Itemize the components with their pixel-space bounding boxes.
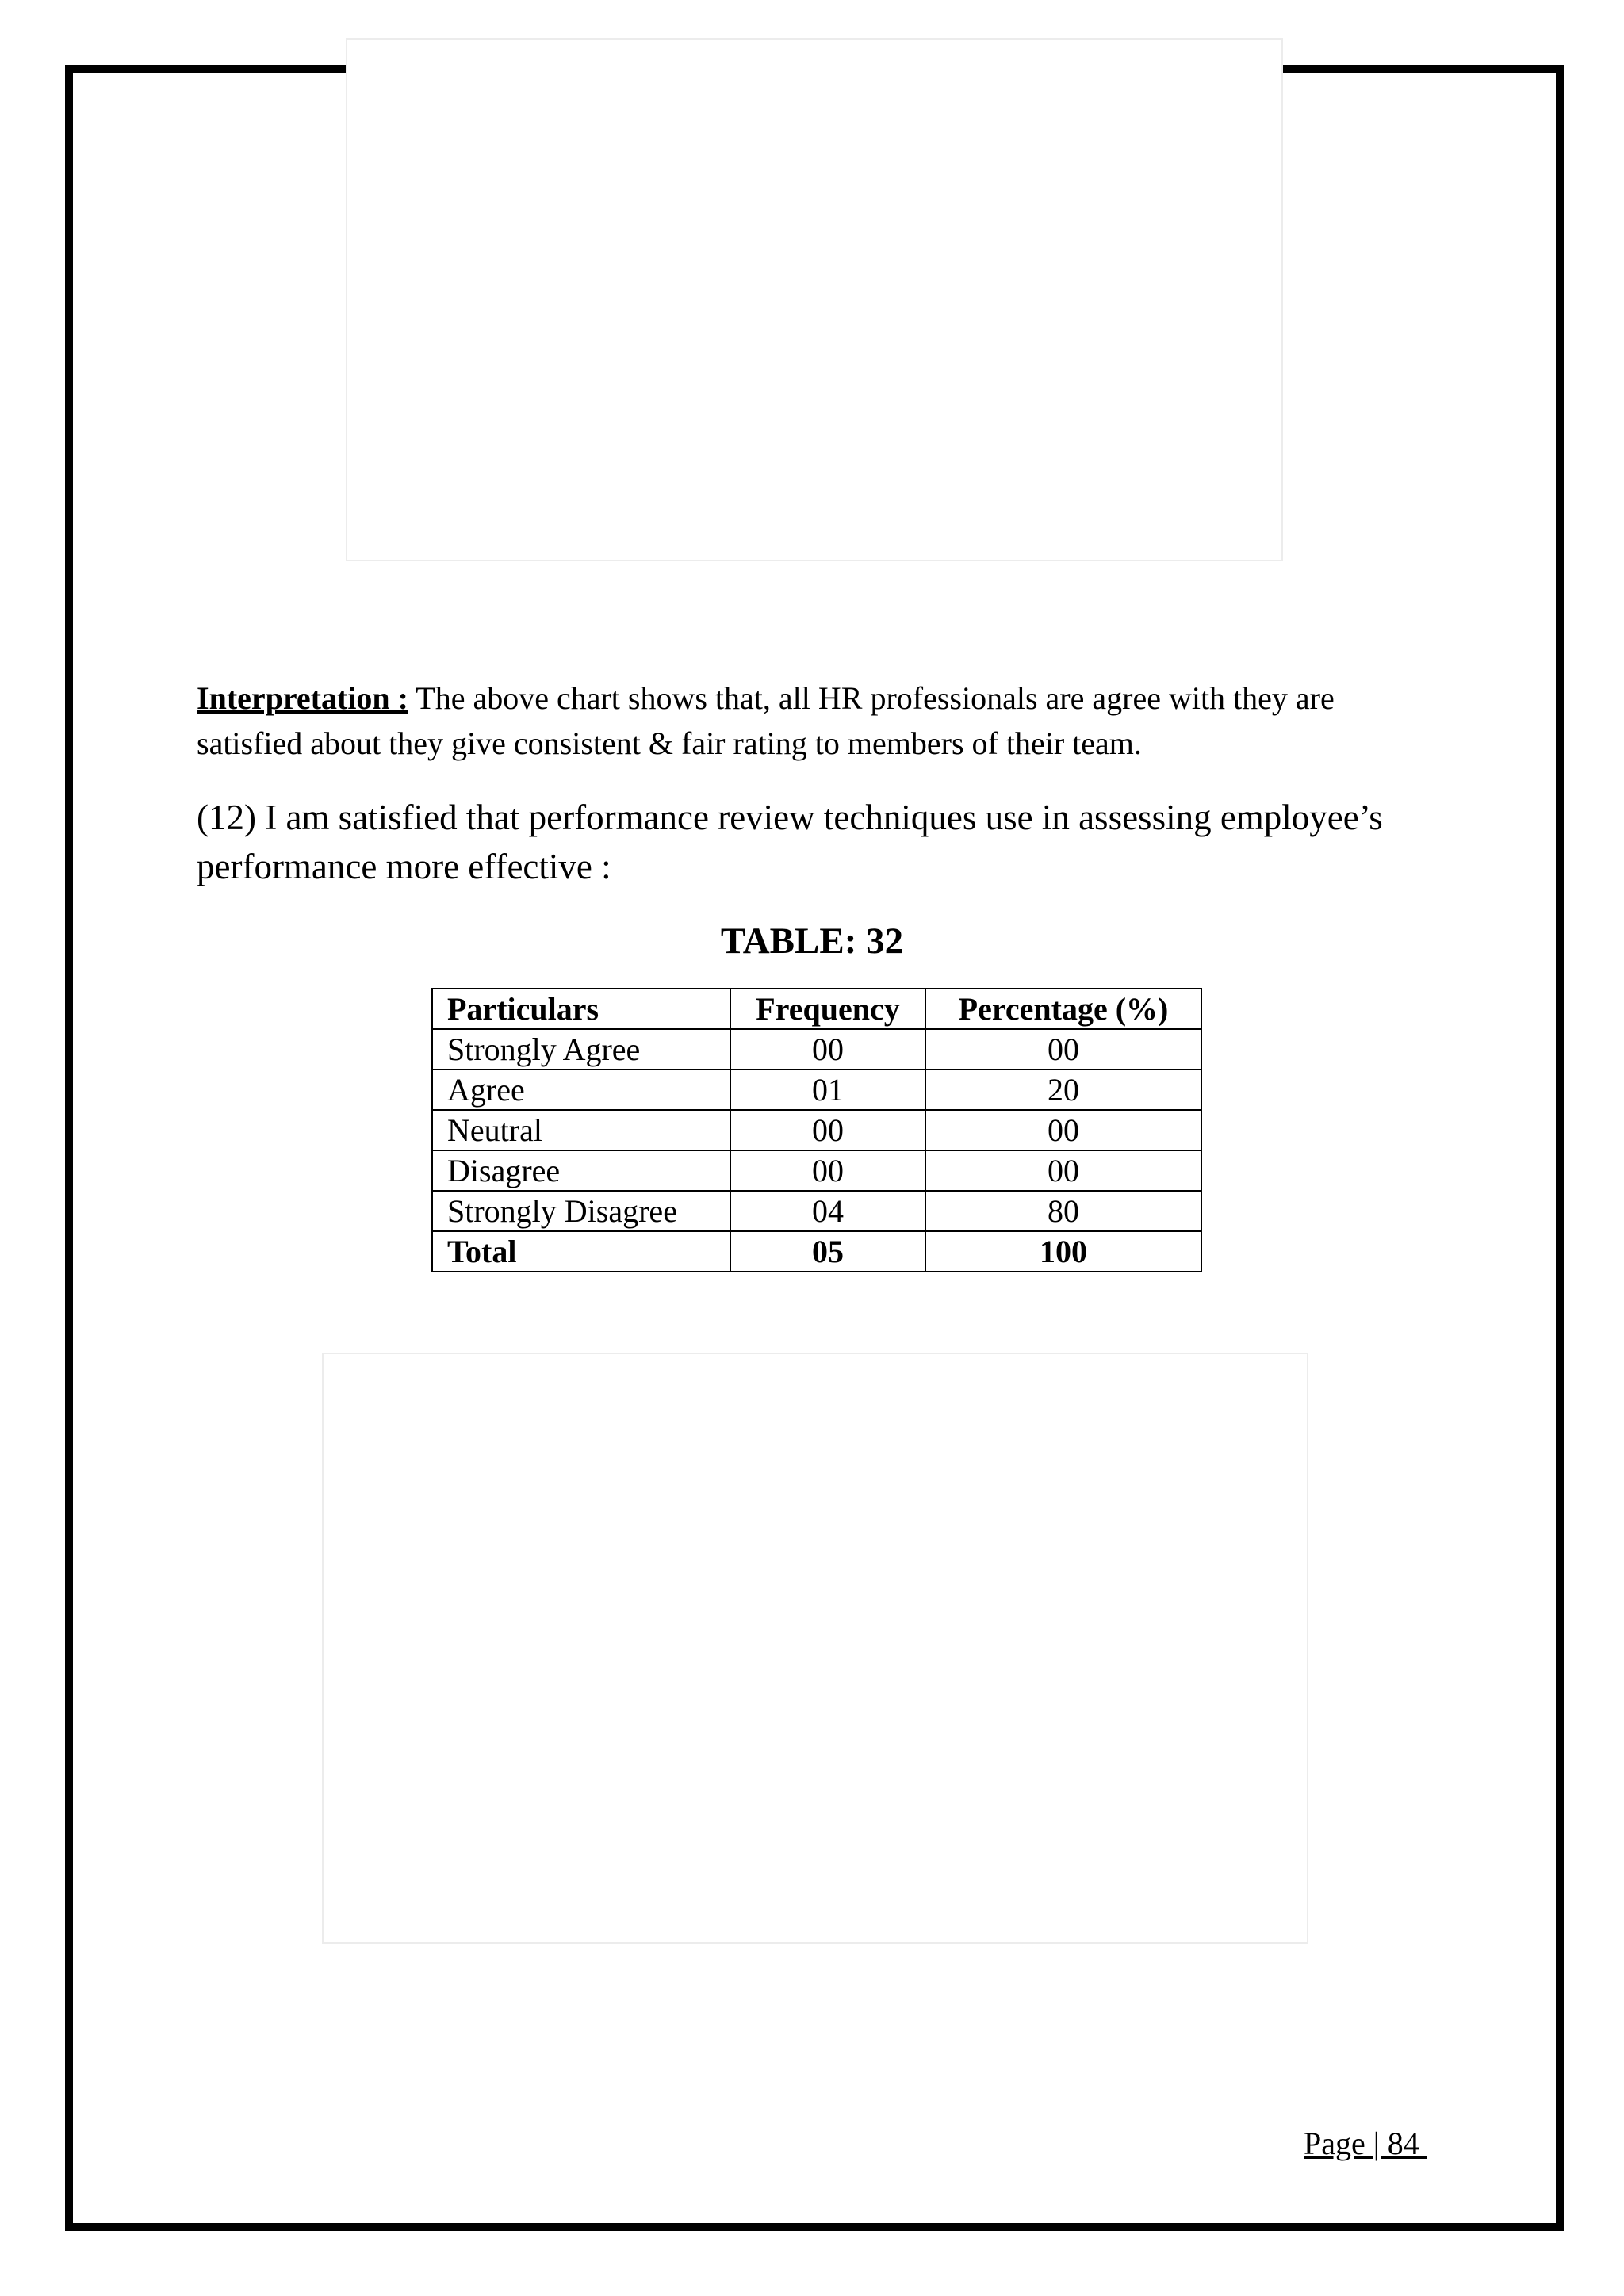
- cell-frequency: 01: [730, 1070, 925, 1110]
- interpretation-label: Interpretation :: [197, 680, 408, 716]
- cell-percentage: 80: [925, 1191, 1201, 1231]
- cell-total-percentage: 100: [925, 1231, 1201, 1272]
- cell-particular: Neutral: [432, 1110, 730, 1150]
- table-title: TABLE: 32: [720, 920, 904, 962]
- cell-particular: Disagree: [432, 1150, 730, 1191]
- cell-frequency: 00: [730, 1110, 925, 1150]
- table-row: [432, 1070, 1201, 1110]
- cell-frequency: 00: [730, 1150, 925, 1191]
- cell-particular: Agree: [432, 1070, 730, 1110]
- cell-frequency: 00: [730, 1029, 925, 1070]
- header-particulars: Particulars: [432, 989, 730, 1029]
- cell-percentage: 00: [925, 1150, 1201, 1191]
- table-row: [432, 1150, 1201, 1191]
- cell-total-label: Total: [432, 1231, 730, 1272]
- cell-percentage: 00: [925, 1110, 1201, 1150]
- table-row: [432, 1029, 1201, 1070]
- survey-question: (12) I am satisfied that performance review techniques use in assessing employee’s performance more effective :: [197, 798, 1383, 886]
- cell-frequency: 04: [730, 1191, 925, 1231]
- frequency-table: [431, 988, 1202, 1272]
- cell-particular: Strongly Disagree: [432, 1191, 730, 1231]
- header-percentage: Percentage (%): [925, 989, 1201, 1029]
- chart-image-top: [346, 38, 1283, 561]
- cell-particular: Strongly Agree: [432, 1029, 730, 1070]
- table-total-row: [432, 1231, 1201, 1272]
- table-row: [432, 1191, 1201, 1231]
- interpretation-text: The above chart shows that, all HR professionals are agree with they are satisfied about they give consistent & fair rating to members of their team.: [197, 680, 1335, 761]
- interpretation-paragraph: [197, 675, 1434, 766]
- cell-total-frequency: 05: [730, 1231, 925, 1272]
- cell-percentage: 20: [925, 1070, 1201, 1110]
- table-header-row: [432, 989, 1201, 1029]
- cell-percentage: 00: [925, 1029, 1201, 1070]
- page-number: Page | 84: [1304, 2126, 1427, 2161]
- header-frequency: Frequency: [730, 989, 925, 1029]
- table-row: [432, 1110, 1201, 1150]
- chart-image-bottom: [322, 1353, 1308, 1944]
